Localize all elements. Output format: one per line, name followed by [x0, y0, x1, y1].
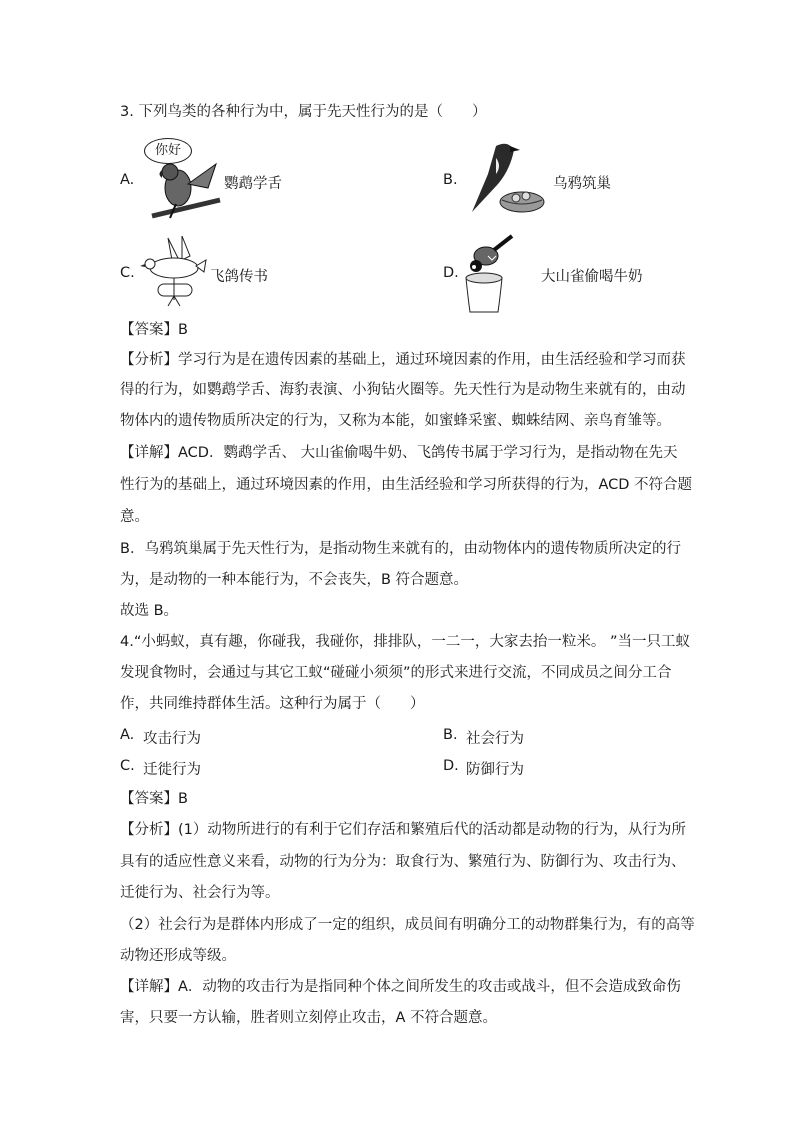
q4-option-d-letter: D. [443, 758, 459, 774]
q3-detail-line: 【详解】ACD．鹦鹉学舌、 大山雀偷喝牛奶、飞鸽传书属于学习行为，是指动物在先天 [120, 445, 678, 461]
q4-stem-line: 4.“小蚂蚁，真有趣，你碰我，我碰你，排排队，一二一，大家去抬一粒米。 ”当一只工蚁 [120, 634, 690, 650]
q4-analysis-line: 动物还形成等级。 [120, 948, 236, 964]
q4-option-a-letter: A. [120, 727, 135, 743]
crow-nest-icon [466, 138, 546, 216]
q4-stem-line: 发现食物时，会通过与其它工蚁“碰碰小须须”的形式来进行交流，不同成员之间分工合 [120, 665, 672, 681]
tit-milk-icon [460, 234, 516, 314]
q3-analysis-line: 得的行为，如鹦鹉学舌、海豹表演、小狗钻火圈等。先天性行为是动物生来就有的，由动 [120, 382, 686, 398]
q3-option-b-letter: B. [443, 172, 458, 188]
q3-detail-line: 意。 [120, 509, 149, 525]
q3-option-c-text: 飞鸽传书 [210, 269, 268, 285]
q3-analysis-line: 物体内的遗传物质所决定的行为，又称为本能，如蜜蜂采蜜、蜘蛛结网、亲鸟育雏等。 [120, 413, 671, 429]
q4-option-d-text: 防御行为 [466, 762, 524, 778]
q4-detail-line: 【详解】A．动物的攻击行为是指同种个体之间所发生的攻击或战斗，但不会造成致命伤 [120, 979, 681, 995]
q3-stem: 3. 下列鸟类的各种行为中，属于先天性行为的是（ ） [120, 104, 487, 120]
q4-analysis-line: 迁徙行为、社会行为等。 [120, 885, 280, 901]
q4-option-b-text: 社会行为 [466, 731, 524, 747]
q4-analysis-line: 具有的适应性意义来看，动物的行为分为：取食行为、繁殖行为、防御行为、攻击行为、 [120, 854, 686, 870]
q3-option-d-text: 大山雀偷喝牛奶 [541, 269, 643, 285]
q3-detail-line: 故选 B。 [120, 603, 179, 619]
q3-option-a-text: 鹦鹉学舌 [224, 176, 282, 192]
q4-option-b-letter: B. [443, 727, 458, 743]
q4-stem-line: 作，共同维持群体生活。这种行为属于（ ） [120, 696, 425, 712]
q3-answer: 【答案】B [120, 322, 188, 338]
q4-analysis-line: 【分析】(1）动物所进行的有利于它们存活和繁殖后代的活动都是动物的行为，从行为所 [120, 822, 686, 838]
q4-option-c-text: 迁徙行为 [143, 762, 201, 778]
q3-detail-line: 为，是动物的一种本能行为，不会丧失，B 符合题意。 [120, 572, 469, 588]
q4-option-a-text: 攻击行为 [143, 731, 201, 747]
q3-option-c-letter: C. [120, 265, 135, 281]
q4-analysis-line: （2）社会行为是群体内形成了一定的组织，成员间有明确分工的动物群集行为，有的高等 [120, 917, 695, 933]
q4-option-c-letter: C. [120, 758, 135, 774]
q3-detail-line: B．乌鸦筑巢属于先天性行为，是指动物生来就有的，由动物体内的遗传物质所决定的行 [120, 541, 681, 557]
q3-detail-line: 性行为的基础上，通过环境因素的作用，由生活经验和学习所获得的行为，ACD 不符合题 [120, 477, 693, 493]
speech-bubble: 你好 [144, 138, 192, 164]
parrot-icon [148, 158, 222, 220]
q3-option-d-letter: D. [443, 265, 459, 281]
q4-detail-line: 害，只要一方认输，胜者则立刻停止攻击，A 不符合题意。 [120, 1010, 498, 1026]
q3-analysis-line: 【分析】学习行为是在遗传因素的基础上，通过环境因素的作用，由生活经验和学习而获 [120, 352, 686, 368]
q3-option-b-text: 乌鸦筑巢 [553, 176, 611, 192]
q3-option-a-letter: A. [120, 172, 135, 188]
pigeon-letter-icon [138, 234, 208, 308]
q4-answer: 【答案】B [120, 791, 188, 807]
